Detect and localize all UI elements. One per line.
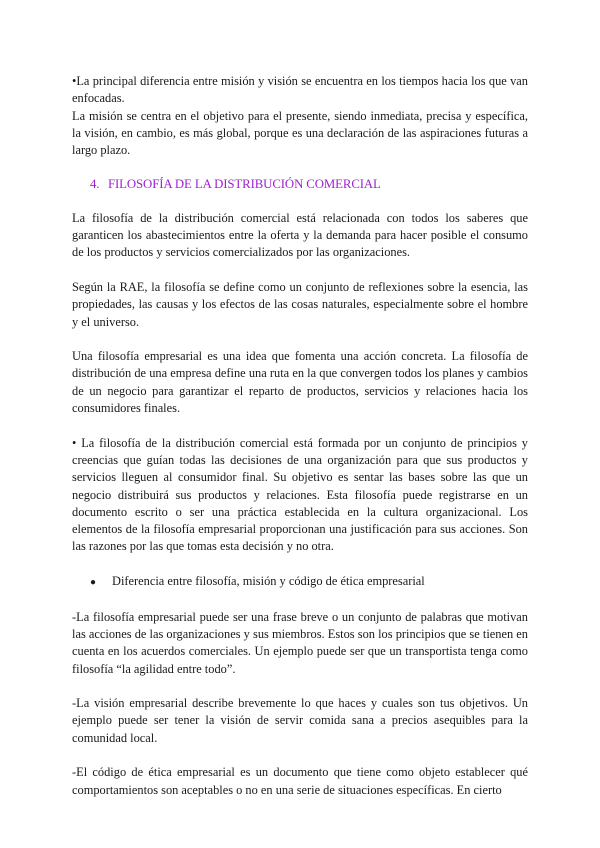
section-heading — [72, 176, 528, 193]
paragraph-ethics-code: -El código de ética empresarial es un documento que tiene como objeto establecer qué comportamientos son aceptables o no en una serie de situaciones específicas. En cierto — [72, 765, 528, 797]
paragraph-vision-example: -La visión empresarial describe brevemente lo que haces y cuales son tus objetivos. Un ejemplo puede ser tener la visión de servir comida sana a precios asequibles para la comunidad local. — [72, 696, 528, 745]
section-number: 4. — [90, 177, 100, 192]
paragraph-rae-definition: Según la RAE, la filosofía se define como un conjunto de reflexiones sobre la esencia, las propiedades, las causas y los efectos de las cosas naturales, especialmente sobre el hombre y el universo. — [72, 279, 528, 329]
bullet-text: Diferencia entre filosofía, misión y código de ética empresarial — [112, 574, 425, 589]
paragraph-business-philosophy: Una filosofía empresarial es una idea que fomenta una acción concreta. La filosofía de distribución de una empresa define una ruta en la que convergen todos los planes y cambios de un negocio para garantizar el reparto de productos, servicios y relaciones hacia los consumidores finales. — [72, 349, 528, 416]
document-body — [72, 73, 528, 799]
section-title: FILOSOFÍA DE LA DISTRIBUCIÓN COMERCIAL — [108, 177, 381, 192]
paragraph-mission-vision-difference: •La principal diferencia entre misión y visión se encuentra en los tiempos hacia los que van enfocadas. — [72, 74, 528, 106]
bullet-item — [72, 573, 528, 591]
bullet-dot-icon: ● — [90, 577, 97, 589]
paragraph-philosophy-example: -La filosofía empresarial puede ser una frase breve o un conjunto de palabras que motivan las acciones de las organizaciones y sus miembros. Estos son los principios que se tienen en cuenta en los acuerdos comerciales. Un ejemplo puede ser que un transportista tenga como filosofía “la agilidad entre todo”. — [72, 609, 528, 676]
paragraph-distribution-philosophy: La filosofía de la distribución comercial está relacionada con todos los saberes que garanticen los abastecimientos entre la oferta y la demanda para hacer posible el consumo de los productos y servicios comercializados por las organizaciones. — [72, 210, 528, 260]
paragraph-mission-vision-detail: La misión se centra en el objetivo para el presente, siendo inmediata, precisa y específica, la visión, en cambio, es más global, porque es una declaración de las aspiraciones futuras a largo plazo. — [72, 108, 528, 158]
paragraph-philosophy-principles: • La filosofía de la distribución comercial está formada por un conjunto de principios y creencias que guían todas las decisiones de una organización para que sus productos y servicios lleguen al consumidor final. Su objetivo es sentar las bases sobre las que un negocio distribuirá sus productos y relaciones. Esta filosofía puede registrarse en un documento escrito o ser una práctica establecida en la cultura organizacional. Los elementos de la filosofía empresarial proporcionan una justificación para sus acciones. Son las razones por las que tomas esta decisión y no otra. — [72, 435, 528, 554]
